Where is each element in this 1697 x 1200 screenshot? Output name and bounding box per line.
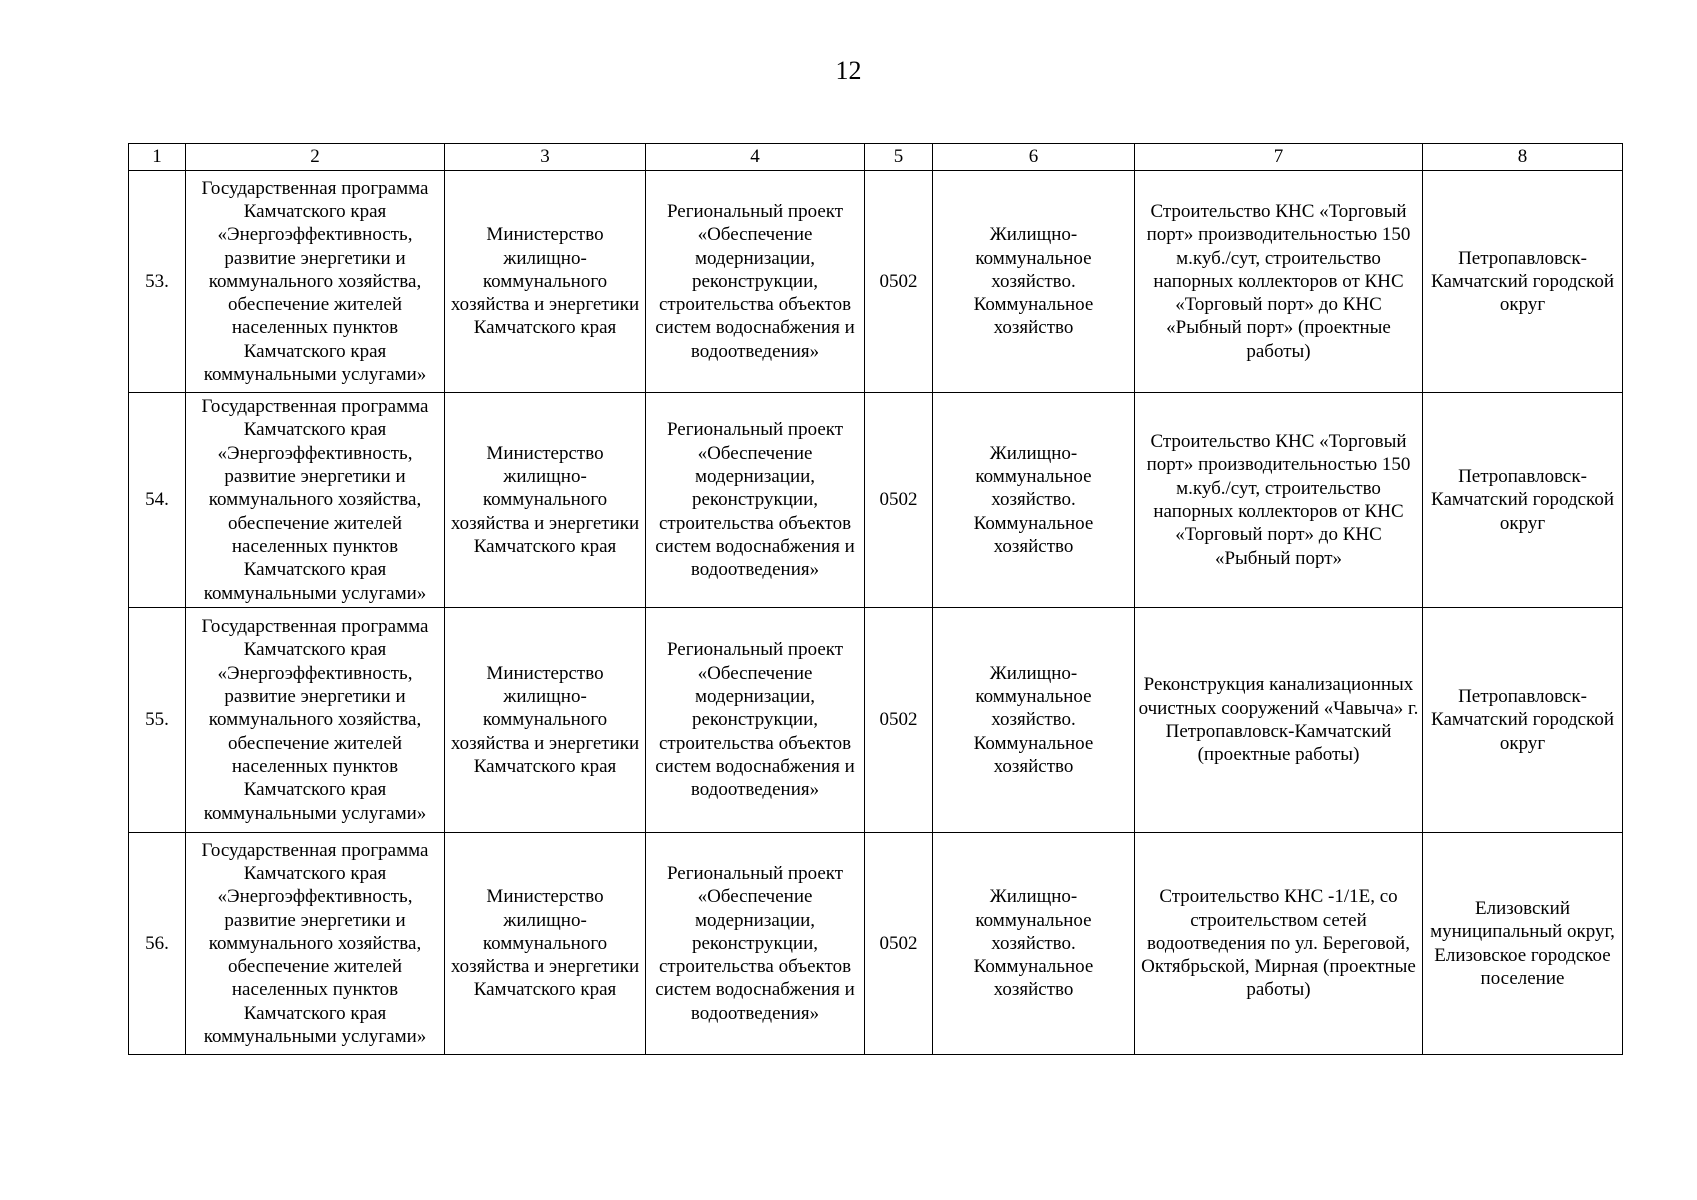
project-cell: Региональный проект «Обеспечение модернизации, реконструкции, строительства объектов систем водоснабжения и водоотведения» <box>646 608 865 833</box>
project-cell: Региональный проект «Обеспечение модернизации, реконструкции, строительства объектов систем водоснабжения и водоотведения» <box>646 171 865 393</box>
program-cell: Государственная программа Камчатского края «Энергоэффективность, развитие энергетики и коммунального хозяйства, обеспечение жителей населенных пунктов Камчатского края коммунальными услугами» <box>186 171 445 393</box>
project-cell: Региональный проект «Обеспечение модернизации, реконструкции, строительства объектов систем водоснабжения и водоотведения» <box>646 833 865 1055</box>
ministry-cell: Министерство жилищно-коммунального хозяйства и энергетики Камчатского края <box>445 393 646 608</box>
code-cell: 0502 <box>865 393 933 608</box>
header-cell-8: 8 <box>1423 144 1623 171</box>
program-cell: Государственная программа Камчатского края «Энергоэффективность, развитие энергетики и коммунального хозяйства, обеспечение жителей населенных пунктов Камчатского края коммунальными услугами» <box>186 833 445 1055</box>
header-cell-6: 6 <box>933 144 1135 171</box>
header-cell-3: 3 <box>445 144 646 171</box>
header-cell-1: 1 <box>129 144 186 171</box>
table-row <box>129 833 1623 1055</box>
row-number-cell: 56. <box>129 833 186 1055</box>
sector-cell: Жилищно-коммунальное хозяйство. Коммунальное хозяйство <box>933 833 1135 1055</box>
page-number: 12 <box>835 56 862 85</box>
code-cell: 0502 <box>865 608 933 833</box>
projects-table <box>128 143 1623 1055</box>
object-cell: Строительство КНС «Торговый порт» производительностью 150 м.куб./сут, строительство напорных коллекторов от КНС «Торговый порт» до КНС «Рыбный порт» (проектные работы) <box>1135 171 1423 393</box>
sector-cell: Жилищно-коммунальное хозяйство. Коммунальное хозяйство <box>933 608 1135 833</box>
table-row <box>129 171 1623 393</box>
header-row <box>129 144 1623 171</box>
object-cell: Строительство КНС -1/1Е, со строительством сетей водоотведения по ул. Береговой, Октябрьской, Мирная (проектные работы) <box>1135 833 1423 1055</box>
program-cell: Государственная программа Камчатского края «Энергоэффективность, развитие энергетики и коммунального хозяйства, обеспечение жителей населенных пунктов Камчатского края коммунальными услугами» <box>186 608 445 833</box>
header-cell-2: 2 <box>186 144 445 171</box>
object-cell: Строительство КНС «Торговый порт» производительностью 150 м.куб./сут, строительство напорных коллекторов от КНС «Торговый порт» до КНС «Рыбный порт» <box>1135 393 1423 608</box>
row-number-cell: 53. <box>129 171 186 393</box>
ministry-cell: Министерство жилищно-коммунального хозяйства и энергетики Камчатского края <box>445 171 646 393</box>
table-row <box>129 608 1623 833</box>
row-number-cell: 54. <box>129 393 186 608</box>
sector-cell: Жилищно-коммунальное хозяйство. Коммунальное хозяйство <box>933 171 1135 393</box>
header-cell-4: 4 <box>646 144 865 171</box>
ministry-cell: Министерство жилищно-коммунального хозяйства и энергетики Камчатского края <box>445 833 646 1055</box>
code-cell: 0502 <box>865 171 933 393</box>
project-cell: Региональный проект «Обеспечение модернизации, реконструкции, строительства объектов систем водоснабжения и водоотведения» <box>646 393 865 608</box>
code-cell: 0502 <box>865 833 933 1055</box>
header-cell-7: 7 <box>1135 144 1423 171</box>
sector-cell: Жилищно-коммунальное хозяйство. Коммунальное хозяйство <box>933 393 1135 608</box>
header-cell-5: 5 <box>865 144 933 171</box>
table-row <box>129 393 1623 608</box>
row-number-cell: 55. <box>129 608 186 833</box>
object-cell: Реконструкция канализационных очистных сооружений «Чавыча» г. Петропавловск-Камчатский (проектные работы) <box>1135 608 1423 833</box>
municipality-cell: Петропавловск-Камчатский городской округ <box>1423 608 1623 833</box>
ministry-cell: Министерство жилищно-коммунального хозяйства и энергетики Камчатского края <box>445 608 646 833</box>
municipality-cell: Петропавловск-Камчатский городской округ <box>1423 393 1623 608</box>
municipality-cell: Петропавловск-Камчатский городской округ <box>1423 171 1623 393</box>
municipality-cell: Елизовский муниципальный округ, Елизовское городское поселение <box>1423 833 1623 1055</box>
program-cell: Государственная программа Камчатского края «Энергоэффективность, развитие энергетики и коммунального хозяйства, обеспечение жителей населенных пунктов Камчатского края коммунальными услугами» <box>186 393 445 608</box>
